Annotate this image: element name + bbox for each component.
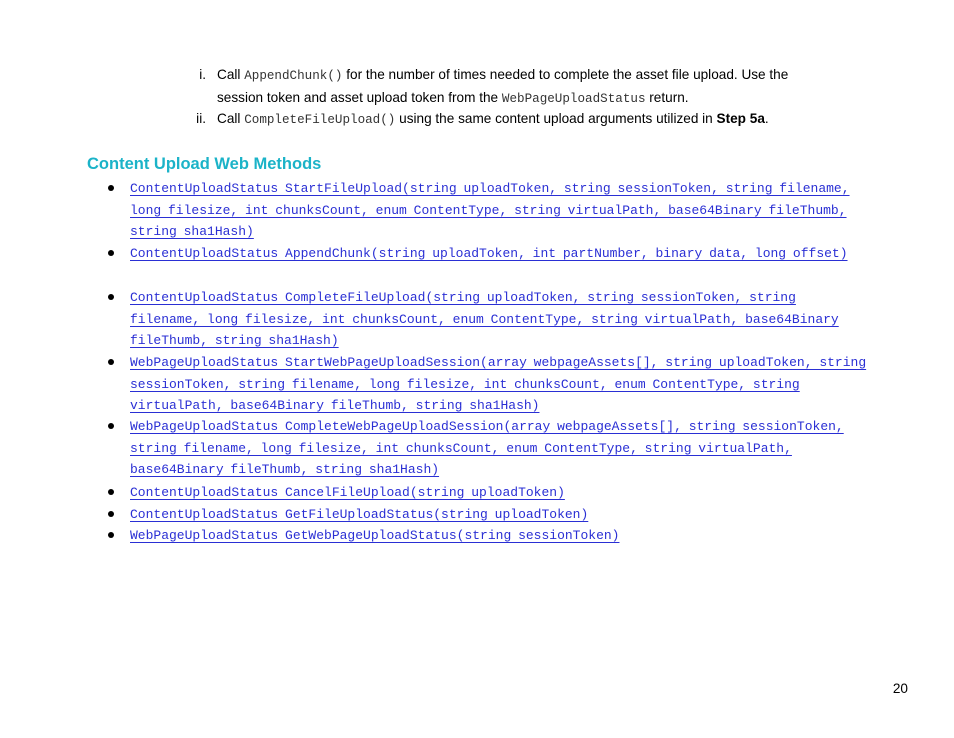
- bullet-icon: [108, 359, 114, 365]
- method-link-cancel-file-upload[interactable]: ContentUploadStatus CancelFileUpload(string uploadToken): [130, 485, 565, 500]
- method-link-start-webpage-upload-session[interactable]: WebPageUploadStatus StartWebPageUploadSession(array webpageAssets[], string uploadToken, string sessionToken, string filename, long filesize, int chunksCount, enum ContentType, string virtualPath, base64Binary fileThumb, string sha1Hash): [130, 355, 867, 413]
- step-text: Call CompleteFileUpload() using the same content upload arguments utilized in Step 5a.: [217, 111, 769, 127]
- page-number: 20: [892, 681, 908, 696]
- bullet-icon: [108, 185, 114, 191]
- inline-code: WebPageUploadStatus: [501, 92, 646, 106]
- method-link-complete-webpage-upload-session[interactable]: WebPageUploadStatus CompleteWebPageUploadSession(array webpageAssets[], string sessionToken, string filename, long filesize, int chunksCount, enum ContentType, string virtualPath, base64Binary fileThumb, string sha1Hash): [130, 419, 844, 477]
- inline-code: CompleteFileUpload(): [244, 113, 396, 127]
- step-number: ii.: [196, 111, 206, 126]
- bullet-icon: [108, 511, 114, 517]
- step-text: Call AppendChunk() for the number of times needed to complete the asset file upload. Use the session token and asset upload token from the WebPageUploadStatus return.: [217, 67, 789, 106]
- inline-code: AppendChunk(): [244, 69, 343, 83]
- bullet-icon: [108, 532, 114, 538]
- step-reference: Step 5a: [716, 111, 765, 126]
- method-link-complete-file-upload[interactable]: ContentUploadStatus CompleteFileUpload(string uploadToken, string sessionToken, string filename, long filesize, int chunksCount, enum ContentType, string virtualPath, base64Binary fileThumb, string sha1Hash): [130, 290, 839, 348]
- method-link-start-file-upload[interactable]: ContentUploadStatus StartFileUpload(string uploadToken, string sessionToken, string filename, long filesize, int chunksCount, enum ContentType, string virtualPath, base64Binary fileThumb, string sha1Hash): [130, 181, 850, 239]
- bullet-icon: [108, 250, 114, 256]
- method-link-get-webpage-upload-status[interactable]: WebPageUploadStatus GetWebPageUploadStatus(string sessionToken): [130, 528, 620, 543]
- method-link-get-file-upload-status[interactable]: ContentUploadStatus GetFileUploadStatus(string uploadToken): [130, 507, 589, 522]
- method-link-append-chunk[interactable]: ContentUploadStatus AppendChunk(string uploadToken, int partNumber, binary data, long offset): [130, 246, 848, 261]
- bullet-icon: [108, 423, 114, 429]
- section-heading: Content Upload Web Methods: [87, 155, 322, 173]
- bullet-icon: [108, 489, 114, 495]
- step-number: i.: [199, 67, 206, 82]
- bullet-icon: [108, 294, 114, 300]
